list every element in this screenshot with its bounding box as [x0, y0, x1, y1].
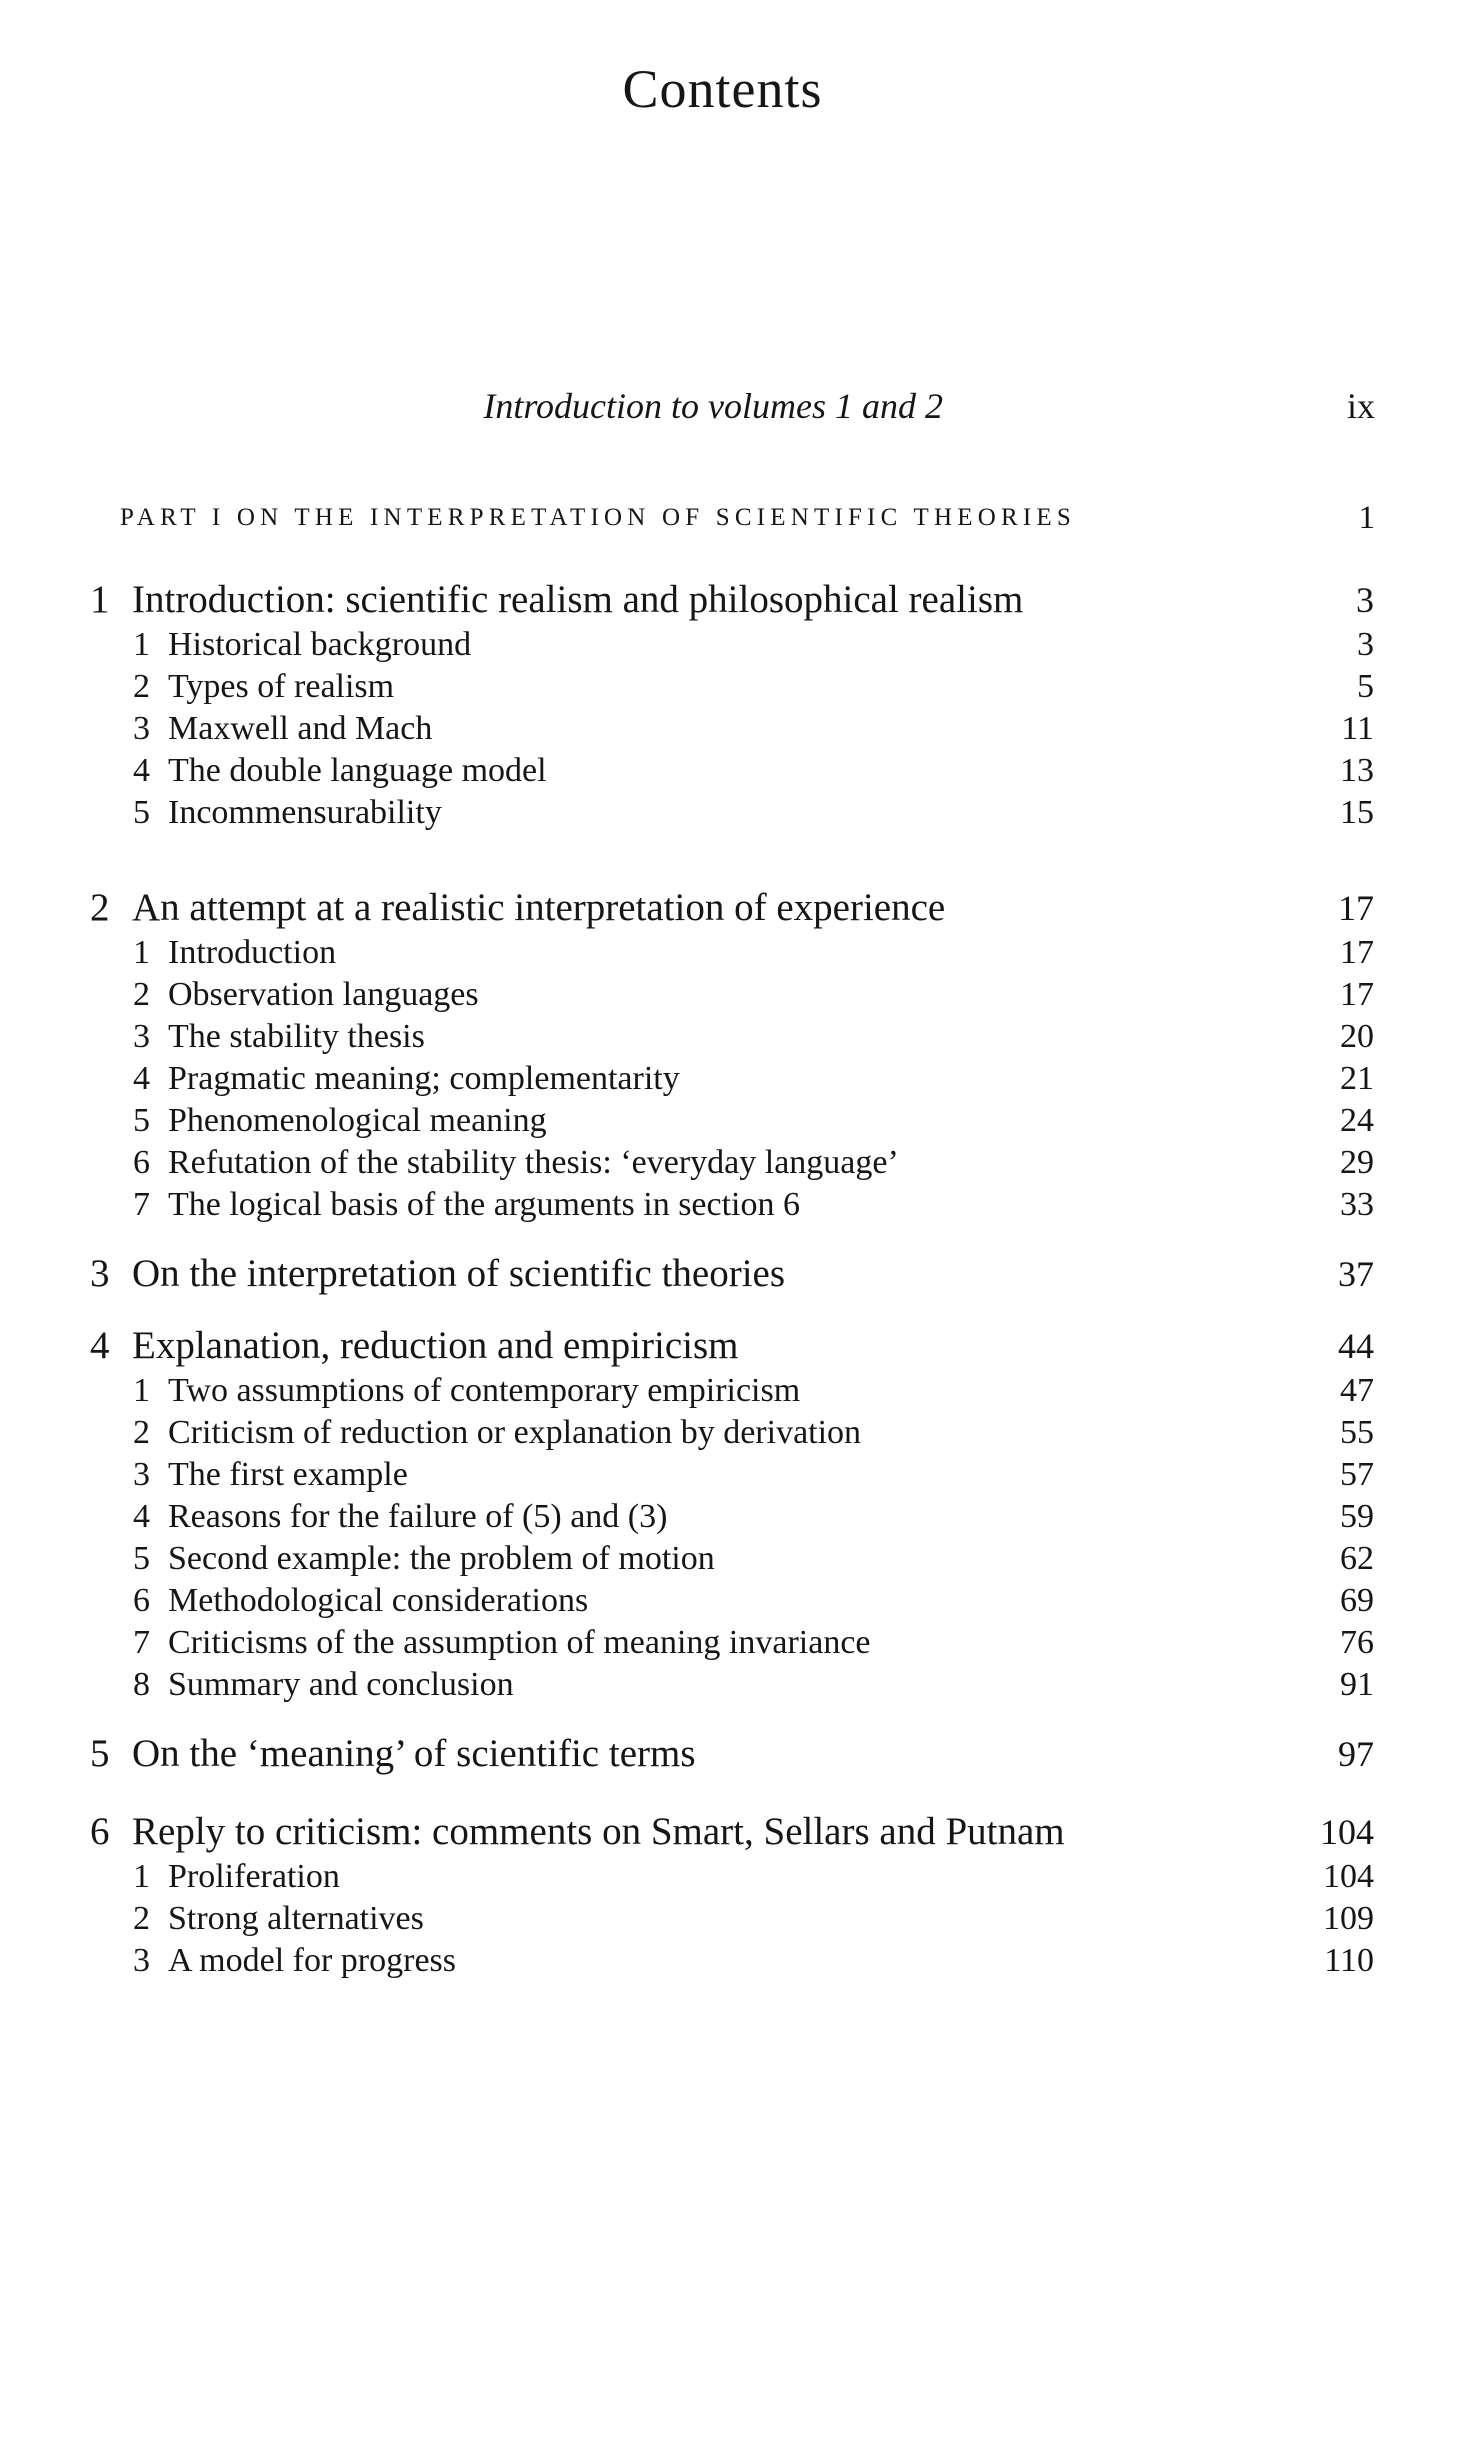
section-entry: [0, 1538, 1461, 1580]
section-entry: [0, 1496, 1461, 1538]
section-page-number: 29: [1340, 1144, 1374, 1181]
section-entry: [0, 792, 1461, 834]
chapter-heading: [0, 1808, 1461, 1856]
section-entry: [0, 932, 1461, 974]
section-page-number: 5: [1357, 668, 1374, 705]
page-title: Contents: [622, 59, 823, 119]
section-page-number: 33: [1340, 1186, 1374, 1223]
intro-page-number: ix: [1346, 386, 1375, 426]
section-page-number: 20: [1340, 1018, 1374, 1055]
section-number: 7: [133, 1624, 150, 1661]
section-entry: [0, 1058, 1461, 1100]
section-entry: [0, 1898, 1461, 1940]
section-title: Proliferation: [168, 1858, 340, 1895]
section-page-number: 62: [1340, 1540, 1374, 1577]
section-number: 4: [133, 1060, 150, 1097]
section-entry: [0, 1856, 1461, 1898]
section-page-number: 104: [1323, 1858, 1374, 1895]
chapter-title: On the ‘meaning’ of scientific terms: [132, 1732, 696, 1775]
intro-entry: [0, 382, 1375, 430]
chapter-number: 1: [90, 578, 110, 621]
section-number: 3: [133, 710, 150, 747]
chapter-number: 5: [90, 1732, 110, 1775]
section-entry: [0, 750, 1461, 792]
section-page-number: 76: [1340, 1624, 1374, 1661]
section-entry: [0, 1664, 1461, 1706]
chapter-heading: [0, 884, 1461, 932]
section-number: 4: [133, 752, 150, 789]
section-entry: [0, 1940, 1461, 1982]
chapter-number: 2: [90, 886, 110, 929]
section-entry: [0, 666, 1461, 708]
section-title: The double language model: [168, 752, 547, 789]
section-entry: [0, 1412, 1461, 1454]
part-heading: [120, 498, 1375, 538]
section-number: 3: [133, 1456, 150, 1493]
section-title: The logical basis of the arguments in section 6: [168, 1186, 801, 1223]
section-number: 8: [133, 1666, 150, 1703]
section-number: 2: [133, 1414, 150, 1451]
section-number: 1: [133, 1858, 150, 1895]
chapter-page-number: 3: [1356, 580, 1374, 620]
section-number: 2: [133, 668, 150, 705]
section-title: Second example: the problem of motion: [168, 1540, 715, 1577]
chapter-entry: [0, 884, 1461, 1226]
section-page-number: 3: [1357, 626, 1374, 663]
section-entry: [0, 974, 1461, 1016]
section-title: Strong alternatives: [168, 1900, 424, 1937]
intro-title: Introduction to volumes 1 and 2: [483, 386, 943, 426]
chapter-entry: [0, 1808, 1461, 1982]
section-page-number: 17: [1340, 934, 1374, 971]
chapter-page-number: 104: [1320, 1812, 1374, 1852]
chapter-page-number: 97: [1338, 1734, 1374, 1774]
section-title: Incommensurability: [168, 794, 442, 831]
section-title: Two assumptions of contemporary empiricism: [168, 1372, 801, 1409]
section-page-number: 59: [1340, 1498, 1374, 1535]
chapter-heading: [0, 576, 1461, 624]
section-number: 5: [133, 1102, 150, 1139]
section-title: Observation languages: [168, 976, 479, 1013]
section-title: Maxwell and Mach: [168, 710, 433, 747]
section-page-number: 47: [1340, 1372, 1374, 1409]
chapter-title: Reply to criticism: comments on Smart, Sellars and Putnam: [132, 1810, 1065, 1853]
chapter-number: 6: [90, 1810, 110, 1853]
chapter-number: 4: [90, 1324, 110, 1367]
section-title: Pragmatic meaning; complementarity: [168, 1060, 680, 1097]
section-number: 1: [133, 1372, 150, 1409]
section-page-number: 110: [1324, 1942, 1374, 1979]
chapter-page-number: 44: [1338, 1326, 1374, 1366]
section-entry: [0, 624, 1461, 666]
section-page-number: 57: [1340, 1456, 1374, 1493]
chapter-heading: [0, 1730, 1461, 1778]
chapter-title: Introduction: scientific realism and philosophical realism: [132, 578, 1024, 621]
section-title: The first example: [168, 1456, 408, 1493]
section-number: 7: [133, 1186, 150, 1223]
section-entry: [0, 1184, 1461, 1226]
section-entry: [0, 1580, 1461, 1622]
section-entry: [0, 1622, 1461, 1664]
section-title: A model for progress: [168, 1942, 457, 1979]
section-page-number: 11: [1341, 710, 1374, 747]
chapter-page-number: 37: [1338, 1254, 1374, 1294]
section-page-number: 55: [1340, 1414, 1374, 1451]
chapter-list: [0, 576, 1461, 1982]
section-title: Criticism of reduction or explanation by derivation: [168, 1414, 862, 1451]
section-title: Refutation of the stability thesis: ‘everyday language’: [168, 1144, 899, 1181]
chapter-entry: [0, 1250, 1461, 1298]
chapter-entry: [0, 1322, 1461, 1706]
chapter-title: Explanation, reduction and empiricism: [132, 1324, 739, 1367]
chapter-entry: [0, 576, 1461, 834]
section-number: 6: [133, 1582, 150, 1619]
section-title: Summary and conclusion: [168, 1666, 514, 1703]
section-number: 4: [133, 1498, 150, 1535]
section-number: 3: [133, 1942, 150, 1979]
section-number: 1: [133, 626, 150, 663]
section-number: 2: [133, 1900, 150, 1937]
section-title: Historical background: [168, 626, 472, 663]
chapter-title: An attempt at a realistic interpretation of experience: [132, 886, 946, 929]
part-title: PART I ON THE INTERPRETATION OF SCIENTIFIC THEORIES: [120, 504, 1076, 531]
section-page-number: 17: [1340, 976, 1374, 1013]
section-title: Reasons for the failure of (5) and (3): [168, 1498, 668, 1535]
section-entry: [0, 1454, 1461, 1496]
chapter-title: On the interpretation of scientific theories: [132, 1252, 786, 1295]
part-page-number: 1: [1358, 500, 1375, 536]
section-page-number: 21: [1340, 1060, 1374, 1097]
section-page-number: 13: [1340, 752, 1374, 789]
section-number: 3: [133, 1018, 150, 1055]
section-page-number: 109: [1323, 1900, 1374, 1937]
section-title: Types of realism: [168, 668, 395, 705]
section-entry: [0, 1370, 1461, 1412]
section-entry: [0, 1016, 1461, 1058]
chapter-entry: [0, 1730, 1461, 1778]
section-page-number: 91: [1340, 1666, 1374, 1703]
section-title: Phenomenological meaning: [168, 1102, 547, 1139]
section-page-number: 15: [1340, 794, 1374, 831]
chapter-heading: [0, 1322, 1461, 1370]
section-number: 5: [133, 794, 150, 831]
section-page-number: 69: [1340, 1582, 1374, 1619]
section-number: 5: [133, 1540, 150, 1577]
section-entry: [0, 708, 1461, 750]
section-title: Methodological considerations: [168, 1582, 589, 1619]
section-title: Criticisms of the assumption of meaning invariance: [168, 1624, 871, 1661]
chapter-page-number: 17: [1338, 888, 1374, 928]
chapter-number: 3: [90, 1252, 110, 1295]
section-title: The stability thesis: [168, 1018, 425, 1055]
section-number: 1: [133, 934, 150, 971]
section-number: 2: [133, 976, 150, 1013]
section-title: Introduction: [168, 934, 337, 971]
section-entry: [0, 1100, 1461, 1142]
section-entry: [0, 1142, 1461, 1184]
section-number: 6: [133, 1144, 150, 1181]
section-page-number: 24: [1340, 1102, 1374, 1139]
chapter-heading: [0, 1250, 1461, 1298]
